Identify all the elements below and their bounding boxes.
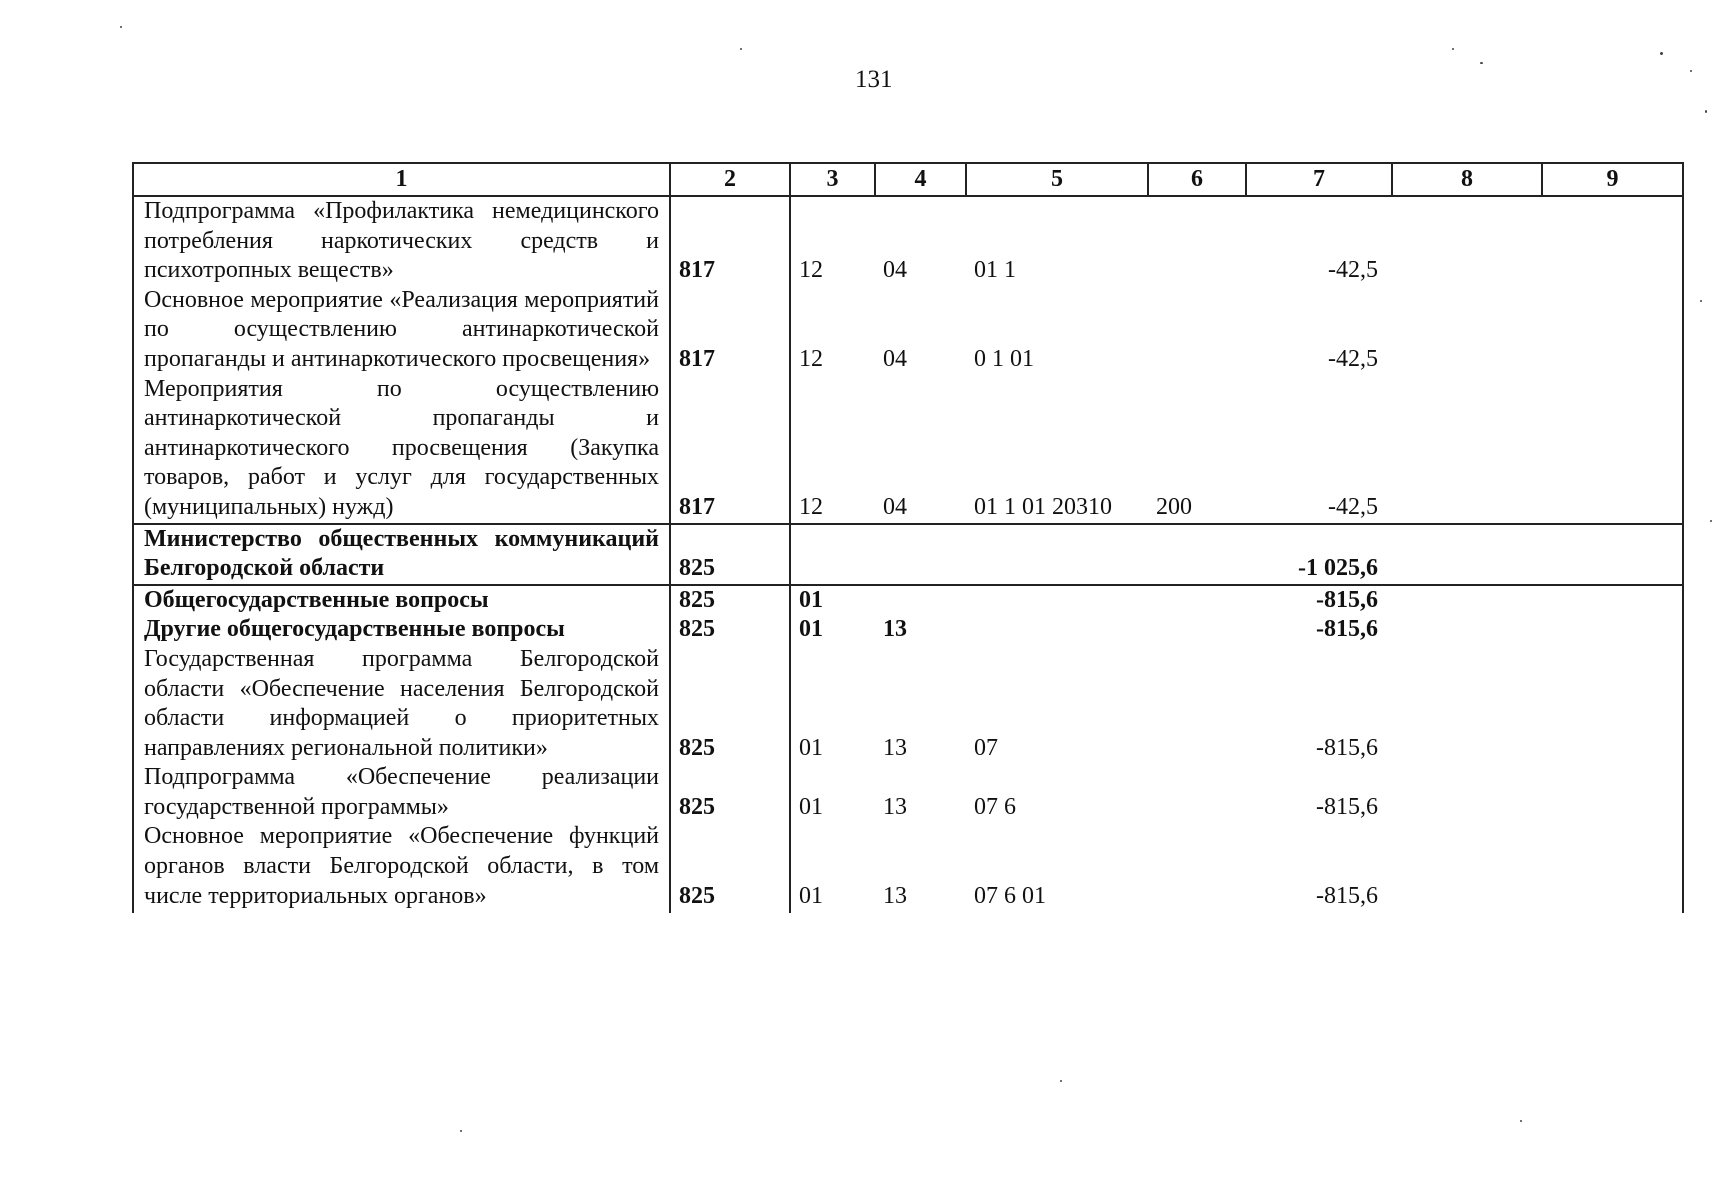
row-code-4: 04 — [883, 257, 907, 284]
table-row — [133, 375, 1683, 524]
row-code-3: 12 — [790, 196, 875, 286]
row-amount: -815,6 — [1316, 882, 1378, 909]
row-code-6 — [1148, 286, 1246, 375]
header-col-3: 3 — [790, 163, 875, 196]
row-code-4: 04 — [883, 493, 907, 520]
row-code-6 — [1148, 196, 1246, 286]
row-code-3: 01 — [790, 763, 875, 822]
table-row — [133, 822, 1683, 913]
row-code-6: 200 — [1156, 493, 1192, 520]
row-code-4 — [875, 585, 966, 616]
row-col-9 — [1542, 375, 1683, 524]
row-code-2: 817 — [670, 375, 790, 524]
row-code-3: 12 — [790, 375, 875, 524]
row-code-5: 07 6 — [974, 793, 1016, 820]
scan-speck — [1710, 520, 1712, 522]
table-row — [133, 615, 1683, 645]
row-code-4: 13 — [883, 616, 907, 643]
row-code-2: 825 — [670, 524, 790, 585]
row-code-4: 13 — [883, 734, 907, 761]
table-row — [133, 645, 1683, 763]
row-amount: -42,5 — [1328, 257, 1378, 284]
scan-speck — [1452, 48, 1454, 50]
row-amount: -42,5 — [1328, 493, 1378, 520]
row-code-2: 817 — [670, 286, 790, 375]
row-col-9 — [1542, 286, 1683, 375]
row-code-5 — [966, 615, 1148, 645]
row-name: Мероприятия по осуществлению антинаркотической пропаганды и антинаркотического просвещения (Закупка товаров, работ и услуг для государственных (муниципальных) нужд) — [133, 375, 670, 524]
header-col-8: 8 — [1392, 163, 1542, 196]
header-col-1: 1 — [133, 163, 670, 196]
row-amount: -815,6 — [1316, 793, 1378, 820]
row-col-8 — [1392, 645, 1542, 763]
row-code-4: 13 — [883, 882, 907, 909]
row-col-9 — [1542, 645, 1683, 763]
scan-speck — [460, 1130, 462, 1132]
scan-speck — [1690, 70, 1692, 72]
row-code-4 — [875, 524, 966, 585]
row-name: Министерство общественных коммуникаций Белгородской области — [133, 524, 670, 585]
scan-speck — [1660, 52, 1663, 55]
row-code-2: 825 — [670, 645, 790, 763]
row-name: Подпрограмма «Обеспечение реализации государственной программы» — [133, 763, 670, 822]
row-amount: -42,5 — [1328, 345, 1378, 372]
row-code-2: 825 — [670, 763, 790, 822]
header-col-6: 6 — [1148, 163, 1246, 196]
row-code-6 — [1148, 822, 1246, 913]
row-code-4: 13 — [883, 793, 907, 820]
row-code-3: 01 — [790, 645, 875, 763]
row-code-5: 07 6 01 — [974, 882, 1046, 909]
row-col-8 — [1392, 585, 1542, 616]
row-name: Подпрограмма «Профилактика немедицинского потребления наркотических средств и психотропных веществ» — [133, 196, 670, 286]
row-amount: -815,6 — [1246, 585, 1392, 616]
table-row — [133, 585, 1683, 616]
table-row — [133, 196, 1683, 286]
row-code-2: 825 — [670, 822, 790, 913]
row-code-5: 07 — [974, 734, 998, 761]
row-col-9 — [1542, 763, 1683, 822]
scan-speck — [740, 48, 742, 50]
row-name: Общегосударственные вопросы — [133, 585, 670, 616]
row-amount: -815,6 — [1316, 616, 1378, 643]
row-code-3: 01 — [790, 585, 875, 616]
table-header-row — [133, 163, 1683, 196]
row-col-9 — [1542, 585, 1683, 616]
row-col-9 — [1542, 196, 1683, 286]
row-code-5: 01 1 — [974, 257, 1016, 284]
scan-speck — [1480, 62, 1483, 64]
row-col-8 — [1392, 763, 1542, 822]
row-col-9 — [1542, 822, 1683, 913]
table-row — [133, 763, 1683, 822]
row-code-6 — [1148, 645, 1246, 763]
scan-speck — [1705, 110, 1707, 113]
header-col-9: 9 — [1542, 163, 1683, 196]
table-row — [133, 524, 1683, 585]
row-name: Государственная программа Белгородской области «Обеспечение населения Белгородской области информацией о приоритетных направлениях региональной политики» — [133, 645, 670, 763]
row-col-8 — [1392, 286, 1542, 375]
row-col-8 — [1392, 524, 1542, 585]
row-code-4: 04 — [883, 345, 907, 372]
row-col-8 — [1392, 375, 1542, 524]
row-amount: -1 025,6 — [1246, 524, 1392, 585]
row-code-5: 01 1 01 20310 — [974, 493, 1112, 520]
row-name: Основное мероприятие «Реализация мероприятий по осуществлению антинаркотической пропаганды и антинаркотического просвещения» — [133, 286, 670, 375]
row-code-6 — [1148, 763, 1246, 822]
scan-speck — [1520, 1120, 1522, 1122]
row-code-6 — [1148, 585, 1246, 616]
row-col-9 — [1542, 524, 1683, 585]
row-code-3: 01 — [790, 822, 875, 913]
row-name: Основное мероприятие «Обеспечение функций органов власти Белгородской области, в том числе территориальных органов» — [133, 822, 670, 913]
row-code-3: 12 — [790, 286, 875, 375]
row-name: Другие общегосударственные вопросы — [133, 615, 670, 645]
page-number: 131 — [855, 66, 893, 93]
row-code-3: 01 — [790, 615, 875, 645]
row-col-8 — [1392, 615, 1542, 645]
budget-table — [132, 162, 1684, 913]
row-code-6 — [1148, 615, 1246, 645]
scan-speck — [120, 26, 122, 28]
scan-speck — [1700, 300, 1702, 302]
row-code-5: 0 1 01 — [974, 345, 1034, 372]
header-col-5: 5 — [966, 163, 1148, 196]
row-code-5 — [966, 524, 1148, 585]
row-amount: -815,6 — [1316, 734, 1378, 761]
row-code-2: 825 — [670, 585, 790, 616]
row-code-6 — [1148, 524, 1246, 585]
row-code-2: 817 — [670, 196, 790, 286]
row-col-8 — [1392, 822, 1542, 913]
header-col-7: 7 — [1246, 163, 1392, 196]
scan-speck — [1060, 1080, 1062, 1082]
row-code-2: 825 — [670, 615, 790, 645]
table-row — [133, 286, 1683, 375]
header-col-4: 4 — [875, 163, 966, 196]
row-code-3 — [790, 524, 875, 585]
row-col-9 — [1542, 615, 1683, 645]
row-col-8 — [1392, 196, 1542, 286]
row-code-5 — [966, 585, 1148, 616]
header-col-2: 2 — [670, 163, 790, 196]
